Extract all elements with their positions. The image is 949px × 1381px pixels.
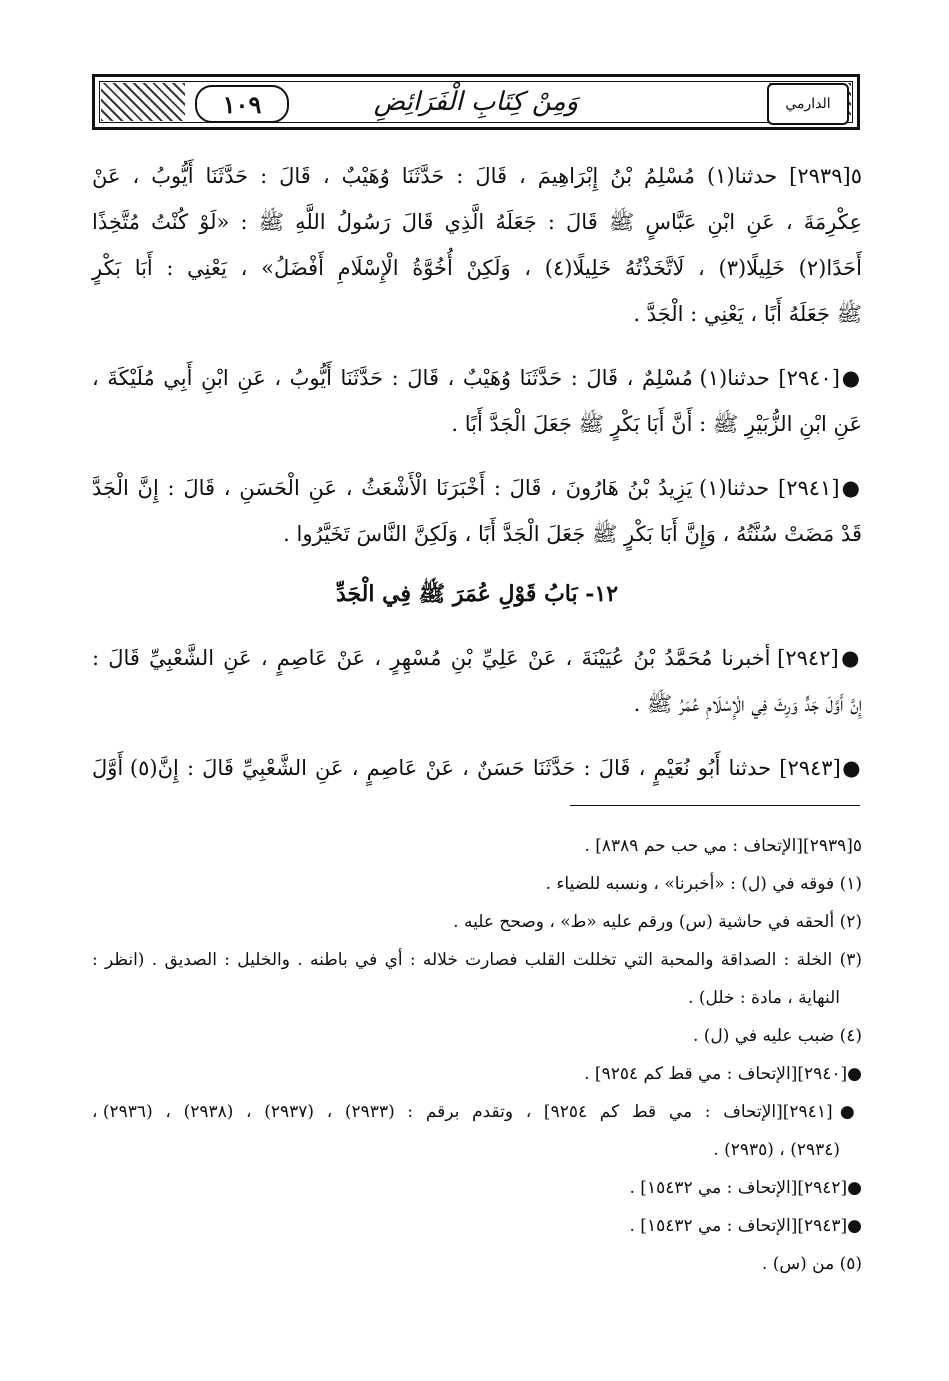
chapter-heading: ١٢- بَابُ قَوْلِ عُمَرَ ﷺ فِي الْجَدِّ	[335, 581, 619, 607]
publisher-seal-icon	[767, 83, 849, 125]
ornament-pattern-left	[101, 83, 185, 121]
footnote-continuation: النهاية ، مادة : خلل) .	[688, 988, 840, 1008]
footnote: (٣) الخلة : الصداقة والمحبة التي تخللت القلب فصارت خلاله : أي في باطنه . والخليل : الصديق . (انظر :	[92, 950, 862, 970]
footnote: ٥[٢٩٣٩][الإتحاف : مي حب حم ٨٣٨٩] .	[584, 836, 862, 856]
text-line: ●[٢٩٤٢] أخبرنا مُحَمَّدُ بْنُ عُيَيْنَةَ ، عَنْ عَلِيِّ بْنِ مُسْهِرٍ ، عَنْ عَاصِمٍ ، عَنِ الشَّعْبِيِّ قَالَ :	[92, 646, 862, 670]
footnote: ●[٢٩٤٢][الإتحاف : مي ١٥٤٣٢] .	[629, 1178, 862, 1198]
text-line: ●[٢٩٤٣] حدثنا أَبُو نُعَيْمٍ ، قَالَ : حَدَّثَنَا حَسَنٌ ، عَنْ عَاصِمٍ ، عَنِ الشَّعْبِيِّ قَالَ : إِنَّ(٥) أَوَّلَ	[92, 756, 862, 780]
text-line: ●[٢٩٤١] حدثنا(١) يَزِيدُ بْنُ هَارُونَ ، قَالَ : أَخْبَرَنَا الْأَشْعَثُ ، عَنِ الْحَسَنِ ، قَالَ : إِنَّ الْجَدَّ	[92, 476, 862, 500]
footnote: (٤) ضبب عليه في (ل) .	[692, 1026, 862, 1046]
footnote: (٢) ألحقه في حاشية (س) ورقم عليه «ط» ، وصحح عليه .	[453, 912, 862, 932]
seal-text: الدارمي	[785, 96, 831, 112]
footnote: (١) فوقه في (ل) : «أخبرنا» ، ونسبه للضياء .	[545, 874, 862, 894]
footnote: ●[٢٩٤٣][الإتحاف : مي ١٥٤٣٢] .	[629, 1216, 862, 1236]
footnote: (٥) من (س) .	[761, 1254, 862, 1274]
text-line: ●[٢٩٤٠] حدثنا(١) مُسْلِمٌ ، قَالَ : حَدَّثَنَا وُهَيْبٌ ، قَالَ : حَدَّثَنَا أَيُّوبُ ، عَنِ ابْنِ أَبِي مُلَيْكَةَ ،	[92, 366, 862, 390]
page-header	[92, 74, 860, 130]
text-line: أَحَدًا(٢) خَلِيلًا(٣) ، لَاتَّخَذْتُهُ خَلِيلًا(٤) ، وَلَكِنْ أُخُوَّةُ الْإِسْلَامِ أَفْضَلُ» ، يَعْنِي : أَبَا بَكْرٍ	[92, 256, 862, 280]
text-line: قَدْ مَضَتْ سُنَّتُهُ ، وَإِنَّ أَبَا بَكْرٍ ﷺ جَعَلَ الْجَدَّ أَبًا ، وَلَكِنَّ النَّاسَ تَخَيَّرُوا .	[283, 522, 862, 546]
footnote-continuation: (٢٩٣٤) ، (٢٩٣٥) .	[713, 1140, 840, 1160]
text-line: إِنَّ أَوَّلَ جَدٍّ وَرِثَ فِي الْإِسْلَامِ عُمَرُ ﷺ .	[633, 692, 862, 716]
text-line: ﷺ جَعَلَهُ أَبًا ، يَعْنِي : الْجَدَّ .	[633, 302, 862, 326]
text-line: عَنِ ابْنِ الزُّبَيْرِ ﷺ : أَنَّ أَبَا بَكْرٍ ﷺ جَعَلَ الْجَدَّ أَبًا .	[451, 412, 862, 436]
page-number: ١٠٩	[195, 85, 289, 123]
footnote-separator	[570, 805, 860, 806]
footnote: ●[٢٩٤١][الإتحاف : مي قط كم ٩٢٥٤] ، وتقدم برقم : (٢٩٣٣) ، (٢٩٣٧) ، (٢٩٣٨) ، (٢٩٣٦) ،	[92, 1102, 862, 1122]
text-line: ٥[٢٩٣٩] حدثنا(١) مُسْلِمُ بْنُ إِبْرَاهِيمَ ، قَالَ : حَدَّثَنَا وُهَيْبٌ ، قَالَ : حَدَّثَنَا أَيُّوبُ ، عَنْ	[92, 164, 862, 188]
book-section-title: وَمِنْ كِتَابِ الْفَرَائِضِ	[373, 87, 579, 117]
text-line: عِكْرِمَةَ ، عَنِ ابْنِ عَبَّاسٍ ﷺ قَالَ : جَعَلَهُ الَّذِي قَالَ رَسُولُ اللَّهِ ﷺ : «لَوْ كُنْتُ مُتَّخِذًا	[92, 210, 862, 234]
footnote: ●[٢٩٤٠][الإتحاف : مي قط كم ٩٢٥٤] .	[584, 1064, 862, 1084]
